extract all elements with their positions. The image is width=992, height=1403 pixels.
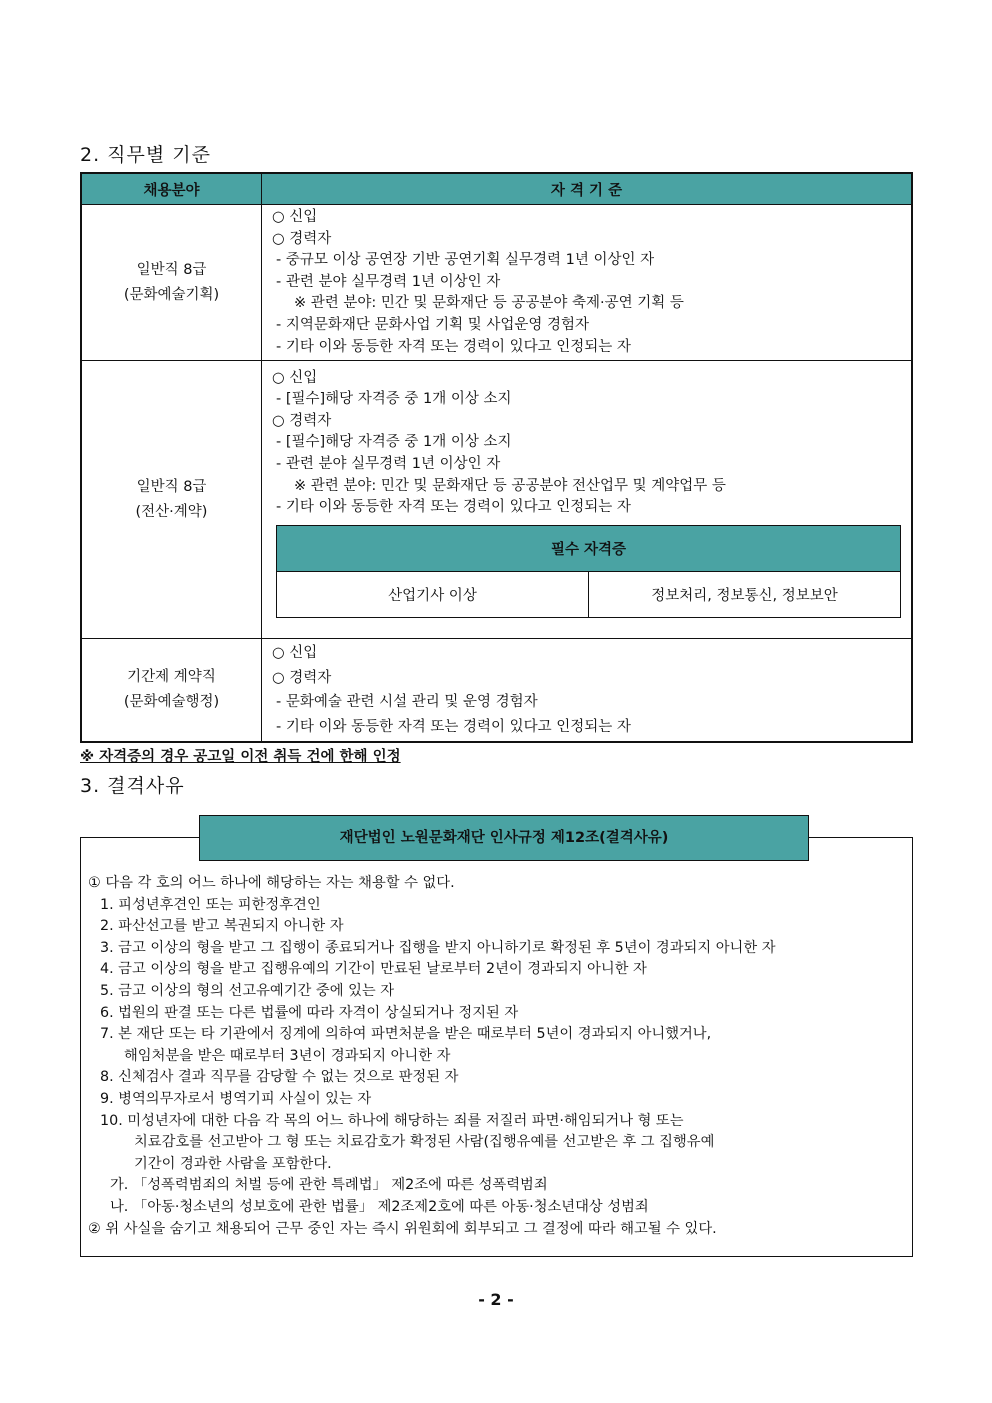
criteria-line: ○ 신입 bbox=[272, 369, 318, 386]
criteria-note: ※ 관련 분야: 민간 및 문화재단 등 공공분야 축제·공연 기획 등 bbox=[294, 295, 684, 312]
regulation-item: 6. 법원의 판결 또는 다른 법률에 따라 자격이 상실되거나 정지된 자 bbox=[100, 1004, 519, 1021]
field-sub: (문화예술기획) bbox=[123, 286, 220, 303]
cert-title: 필수 자격증 bbox=[277, 525, 901, 571]
criteria-cell bbox=[262, 361, 913, 639]
regulation-line: ① 다음 각 호의 어느 하나에 해당하는 자는 채용할 수 없다. bbox=[88, 875, 455, 891]
criteria-line: - 기타 이와 동등한 자격 또는 경력이 있다고 인정되는 자 bbox=[276, 499, 631, 516]
regulation-item: 4. 금고 이상의 형을 받고 집행유예의 기간이 만료된 날로부터 2년이 경과되지 아니한 자 bbox=[100, 961, 647, 978]
criteria-table bbox=[80, 172, 913, 743]
criteria-line: - [필수]해당 자격증 중 1개 이상 소지 bbox=[276, 434, 512, 451]
section-2-title: 2. 직무별 기준 bbox=[80, 144, 211, 166]
regulation-item: 5. 금고 이상의 형의 선고유예기간 중에 있는 자 bbox=[100, 982, 395, 999]
field-name: 일반직 8급 bbox=[136, 261, 207, 278]
regulation-subitem: 나. 「아동·청소년의 성보호에 관한 법률」 제2조제2호에 따른 아동·청소년대상 성범죄 bbox=[110, 1198, 649, 1215]
cert-row bbox=[277, 571, 901, 617]
criteria-line: - 문화예술 관련 시설 관리 및 운영 경험자 bbox=[276, 694, 538, 711]
field-cell bbox=[81, 205, 262, 361]
field-sub: (전산·계약) bbox=[135, 503, 208, 520]
regulation-item-cont: 치료감호를 선고받아 그 형 또는 치료감호가 확정된 사람(집행유예를 선고받은 후 그 집행유예 bbox=[134, 1134, 715, 1151]
criteria-line: - 관련 분야 실무경력 1년 이상인 자 bbox=[276, 455, 501, 472]
field-cell bbox=[81, 639, 262, 743]
regulation-line: ② 위 사실을 숨기고 채용되어 근무 중인 자는 즉시 위원회에 회부되고 그 결정에 따라 해고될 수 있다. bbox=[88, 1220, 717, 1237]
header-criteria: 자 격 기 준 bbox=[262, 173, 913, 205]
cert-level: 산업기사 이상 bbox=[277, 571, 589, 617]
regulation-item: 7. 본 재단 또는 타 기관에서 징계에 의하여 파면처분을 받은 때로부터 5년이 경과되지 아니했거나, bbox=[100, 1026, 712, 1043]
regulation-body bbox=[88, 873, 776, 1240]
table-row bbox=[81, 639, 912, 743]
criteria-cell bbox=[262, 205, 913, 361]
section-3-title: 3. 결격사유 bbox=[80, 775, 185, 797]
field-name: 일반직 8급 bbox=[136, 478, 207, 495]
field-sub: (문화예술행정) bbox=[123, 694, 220, 711]
regulation-item-cont: 해임처분을 받은 때로부터 3년이 경과되지 아니한 자 bbox=[124, 1047, 451, 1064]
criteria-line: - 기타 이와 동등한 자격 또는 경력이 있다고 인정되는 자 bbox=[276, 338, 631, 355]
table-row bbox=[81, 205, 912, 361]
criteria-line: - 지역문화재단 문화사업 기획 및 사업운영 경험자 bbox=[276, 316, 590, 333]
cert-footnote: ※ 자격증의 경우 공고일 이전 취득 건에 한해 인정 bbox=[80, 749, 401, 765]
header-field: 채용분야 bbox=[81, 173, 262, 205]
regulation-item-cont: 기간이 경과한 사람을 포함한다. bbox=[134, 1155, 332, 1172]
criteria-line: ○ 신입 bbox=[272, 645, 318, 662]
criteria-line: ○ 신입 bbox=[272, 209, 318, 225]
field-name: 기간제 계약직 bbox=[127, 669, 216, 686]
regulation-subitem: 가. 「성폭력범죄의 처벌 등에 관한 특례법」 제2조에 따른 성폭력범죄 bbox=[110, 1177, 548, 1194]
criteria-line: - [필수]해당 자격증 중 1개 이상 소지 bbox=[276, 391, 512, 408]
criteria-line: - 중규모 이상 공연장 기반 공연기획 실무경력 1년 이상인 자 bbox=[276, 252, 655, 269]
regulation-item: 8. 신체검사 결과 직무를 감당할 수 없는 것으로 판정된 자 bbox=[100, 1069, 459, 1086]
criteria-line: - 기타 이와 동등한 자격 또는 경력이 있다고 인정되는 자 bbox=[276, 718, 631, 735]
criteria-note: ※ 관련 분야: 민간 및 문화재단 등 공공분야 전산업무 및 계약업무 등 bbox=[294, 477, 726, 494]
table-row bbox=[81, 361, 912, 639]
regulation-item: 1. 피성년후견인 또는 피한정후견인 bbox=[100, 896, 321, 913]
cert-header-row bbox=[277, 525, 901, 571]
criteria-line: ○ 경력자 bbox=[272, 230, 332, 247]
regulation-item: 9. 병역의무자로서 병역기피 사실이 있는 자 bbox=[100, 1090, 372, 1107]
cert-list: 정보처리, 정보통신, 정보보안 bbox=[589, 571, 901, 617]
criteria-line: ○ 경력자 bbox=[272, 669, 332, 686]
page-number: - 2 - bbox=[478, 1290, 514, 1309]
criteria-line: ○ 경력자 bbox=[272, 412, 332, 429]
table-header-row bbox=[81, 173, 912, 205]
criteria-line: - 관련 분야 실무경력 1년 이상인 자 bbox=[276, 273, 501, 290]
regulation-item: 10. 미성년자에 대한 다음 각 목의 어느 하나에 해당하는 죄를 저질러 파면·해임되거나 형 또는 bbox=[100, 1112, 684, 1129]
criteria-cell bbox=[262, 639, 913, 743]
regulation-title: 재단법인 노원문화재단 인사규정 제12조(결격사유) bbox=[199, 815, 809, 861]
required-cert-table bbox=[276, 525, 901, 618]
regulation-item: 2. 파산선고를 받고 복권되지 아니한 자 bbox=[100, 918, 344, 935]
regulation-item: 3. 금고 이상의 형을 받고 그 집행이 종료되거나 집행을 받지 아니하기로 확정된 후 5년이 경과되지 아니한 자 bbox=[100, 939, 776, 956]
field-cell bbox=[81, 361, 262, 639]
